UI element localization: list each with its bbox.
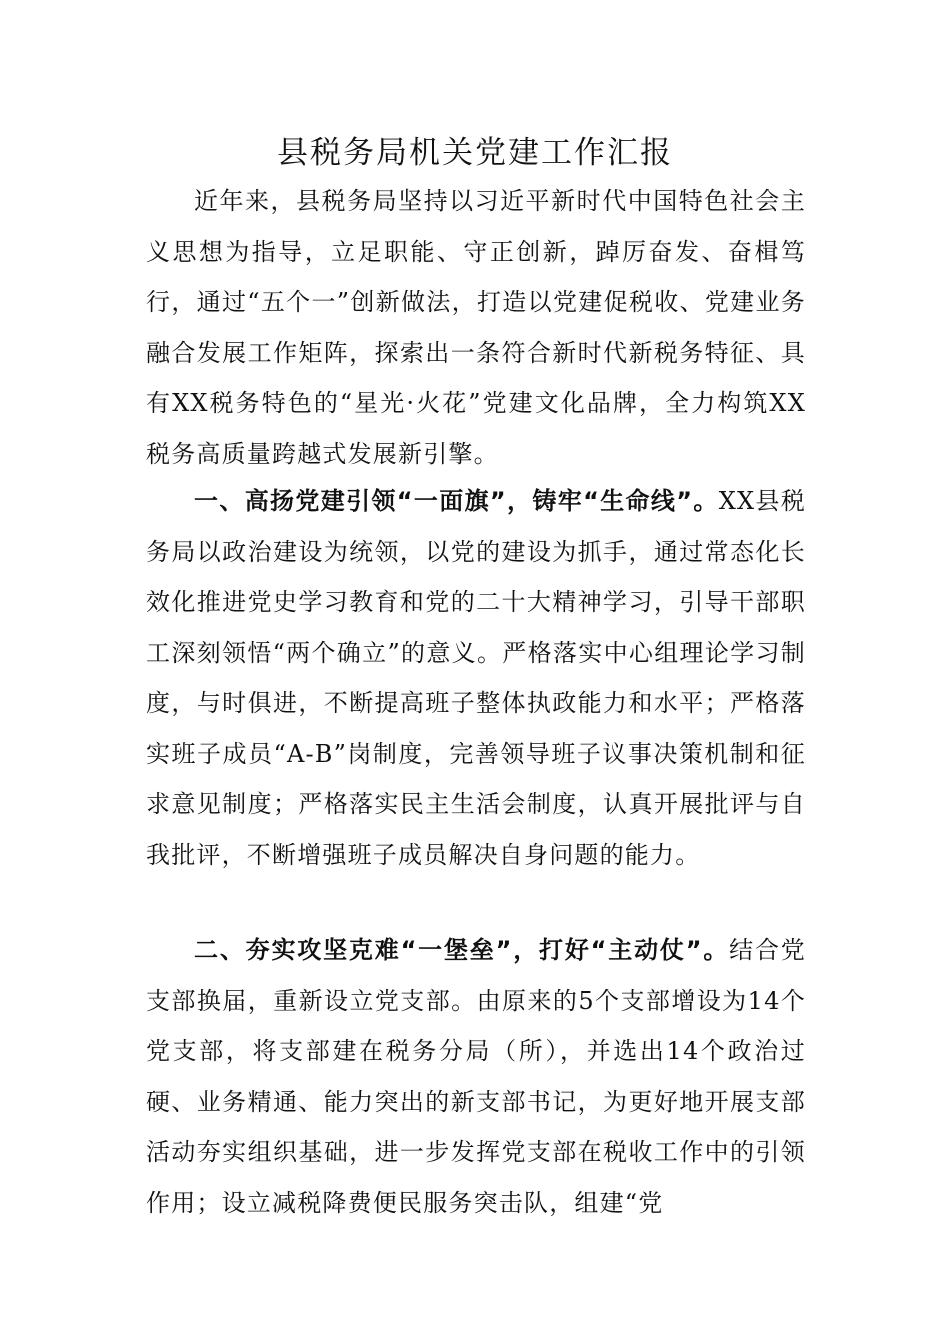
- section-1-text: XX县税务局以政治建设为统领，以党的建设为抓手，通过常态化长效化推进党史学习教育和党的二十大精神学习，引导干部职工深刻领悟“两个确立”的意义。严格落实中心组理论学习制度，与时俱进，不断提高班子整体执政能力和水平；严格落实班子成员“A-B”岗制度，完善领导班子议事决策机制和征求意见制度；严格落实民主生活会制度，认真开展批评与自我批评，不断增强班子成员解决自身问题的能力。: [146, 487, 806, 869]
- section-2-text: 结合党支部换届，重新设立党支部。由原来的5个支部增设为14个党支部，将支部建在税务分局（所），并选出14个政治过硬、业务精通、能力突出的新支部书记，为更好地开展支部活动夯实组织基础，进一步发挥党支部在税收工作中的引领作用；设立减税降费便民服务突击队，组建“党: [146, 936, 806, 1217]
- document-title: 县税务局机关党建工作汇报: [277, 135, 673, 171]
- paragraph-intro: [146, 176, 806, 479]
- section-2-heading: 二、夯实攻坚克难“一堡垒”，打好“主动仗”。: [194, 936, 730, 964]
- paragraph-intro-text: 近年来，县税务局坚持以习近平新时代中国特色社会主义思想为指导，立足职能、守正创新，踔厉奋发、奋楫笃行，通过“五个一”创新做法，打造以党建促税收、党建业务融合发展工作矩阵，探索出一条符合新时代新税务特征、具有XX税务特色的“星光·火花”党建文化品牌，全力构筑XX税务高质量跨越式发展新引擎。: [146, 187, 806, 468]
- paragraph-section-1: [146, 476, 806, 880]
- section-1-heading: 一、高扬党建引领“一面旗”，铸牢“生命线”。: [194, 487, 719, 515]
- paragraph-section-2: [146, 925, 806, 1228]
